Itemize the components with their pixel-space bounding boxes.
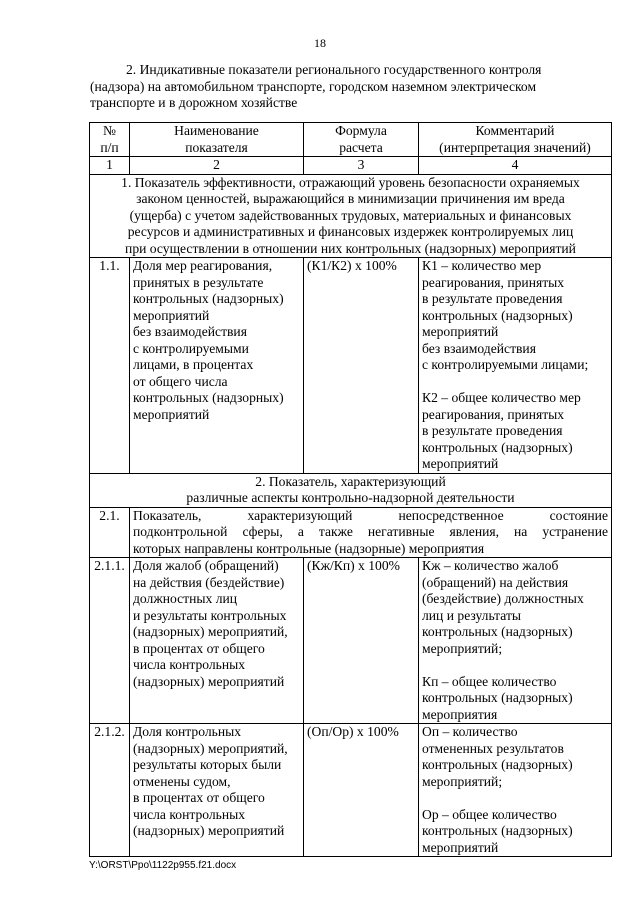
comment: [419, 558, 612, 724]
row-number: 2.1.1.: [90, 558, 130, 724]
comment-line: с контролируемыми лицами;: [422, 357, 589, 372]
name-line: должностных лиц: [133, 591, 238, 606]
comment-line: контрольных (надзорных): [422, 690, 573, 705]
name-line: с контролируемыми: [133, 340, 249, 356]
name-line: числа контрольных: [133, 806, 246, 822]
section-2-title: [90, 473, 612, 507]
row-2-1-1: [90, 558, 612, 724]
col-number: 4: [419, 157, 612, 175]
col-number: 1: [90, 157, 130, 175]
name-line: отменены судом,: [133, 773, 231, 789]
comment-line: Оп – количество: [422, 724, 518, 739]
heading-line-3: транспорте и в дорожном хозяйстве: [90, 95, 298, 110]
header-name-line: показателя: [185, 139, 248, 155]
comment-line: в результате проведения: [422, 423, 563, 438]
section-2-row: [90, 473, 612, 507]
header-comment: [419, 123, 612, 157]
col-number: 2: [130, 157, 304, 175]
section-1-line: законом ценностей, выражающийся в минимизации причинения им вреда: [136, 191, 565, 206]
header-no-line: п/п: [100, 139, 119, 155]
description-line: Показатель, характеризующий непосредственное состояние: [133, 507, 608, 523]
comment-line: реагирования, принятых: [422, 406, 565, 422]
section-1-title: [90, 174, 612, 258]
indicator-name: [130, 558, 304, 724]
indicators-table: [89, 122, 612, 857]
comment-line: мероприятий;: [422, 640, 503, 656]
comment-line: реагирования, принятых: [422, 274, 565, 290]
comment-line: контрольных (надзорных): [422, 439, 573, 455]
comment-line: мероприятий: [422, 456, 499, 471]
comment-line: Кж – количество жалоб: [422, 558, 559, 573]
name-line: на действия (бездействие): [133, 574, 285, 590]
heading-line-2: (надзора) на автомобильном транспорте, городском наземном электрическом: [90, 78, 537, 94]
comment-line: мероприятий: [422, 839, 499, 855]
header-formula: [304, 123, 419, 157]
comment-line: мероприятий;: [422, 773, 503, 789]
section-1-line: 1. Показатель эффективности, отражающий уровень безопасности охраняемых: [121, 174, 580, 190]
header-name: [130, 123, 304, 157]
name-line: числа контрольных: [133, 657, 246, 672]
row-1-1: [90, 258, 612, 474]
comment-line: отмененных результатов: [422, 740, 564, 756]
comment: [419, 724, 612, 857]
name-line: в процентах от общего: [133, 640, 265, 656]
section-2-line: различные аспекты контрольно-надзорной деятельности: [186, 490, 515, 505]
comment-line: контрольных (надзорных): [422, 757, 573, 772]
section-2-line: 2. Показатель, характеризующий: [255, 473, 446, 489]
section-1-line: при осуществлении в отношении них контрольных (надзорных) мероприятий: [125, 240, 576, 256]
name-line: Доля мер реагирования,: [133, 258, 273, 273]
row-number: 2.1.: [90, 507, 130, 558]
comment-line: мероприятия: [422, 706, 498, 722]
description-line: подконтрольной сферы, а также негативные явления, на устранение: [133, 524, 608, 539]
header-row: [90, 123, 612, 157]
comment-line: лиц и результаты: [422, 607, 522, 623]
formula: (Оп/Ор) х 100%: [304, 724, 419, 857]
row-number: 2.1.2.: [90, 724, 130, 857]
name-line: контрольных (надзорных): [133, 390, 284, 405]
name-line: лицами, в процентах: [133, 357, 254, 372]
header-comment-line: Комментарий: [475, 123, 555, 138]
formula: (К1/К2) х 100%: [304, 258, 419, 474]
section-1-row: [90, 174, 612, 258]
comment-line: К1 – количество мер: [422, 258, 542, 273]
name-line: Доля жалоб (обращений): [133, 558, 279, 573]
comment-line: без взаимодействия: [422, 340, 536, 356]
name-line: (надзорных) мероприятий,: [133, 740, 288, 756]
comment-line: К2 – общее количество мер: [422, 390, 581, 405]
name-line: результаты которых были: [133, 757, 282, 772]
file-path-footer: Y:\ORST\Ppo\1122p955.f21.docx: [89, 860, 237, 871]
name-line: (надзорных) мероприятий: [133, 823, 285, 838]
name-line: мероприятий: [133, 307, 210, 323]
name-line: в процентах от общего: [133, 790, 265, 805]
header-no-line: №: [103, 123, 116, 138]
comment-line: в результате проведения: [422, 291, 563, 306]
header-no: [90, 123, 130, 157]
comment-line: Ор – общее количество: [422, 806, 557, 822]
header-formula-line: расчета: [339, 139, 383, 155]
heading-line-1: 2. Индикативные показатели регионального государственного контроля: [126, 62, 542, 77]
indicator-name: [130, 258, 304, 474]
comment-line: (обращений) на действия: [422, 574, 569, 590]
name-line: Доля контрольных: [133, 724, 242, 739]
page-number: 18: [314, 36, 326, 50]
comment-line: мероприятий: [422, 324, 499, 339]
column-number-row: [90, 157, 612, 175]
header-formula-line: Формула: [335, 123, 387, 138]
name-line: от общего числа: [133, 373, 228, 389]
comment-line: (бездействие) должностных: [422, 591, 584, 606]
header-comment-line: (интерпретация значений): [439, 139, 591, 155]
name-line: и результаты контрольных: [133, 607, 287, 623]
comment-line: Кп – общее количество: [422, 673, 557, 689]
name-line: мероприятий: [133, 406, 210, 422]
comment-line: контрольных (надзорных): [422, 307, 573, 323]
indicator-name: [130, 724, 304, 857]
row-2-1: [90, 507, 612, 558]
description-line: которых направлены контрольные (надзорные) мероприятия: [133, 540, 485, 556]
comment-line: контрольных (надзорных): [422, 823, 573, 838]
row-number: 1.1.: [90, 258, 130, 474]
name-line: принятых в результате: [133, 274, 264, 290]
section-1-line: (ущерба) с учетом задействованных трудовых, материальных и финансовых: [129, 207, 572, 223]
row-2-1-2: [90, 724, 612, 857]
section-heading: [90, 62, 610, 112]
comment: [419, 258, 612, 474]
col-number: 3: [304, 157, 419, 175]
indicator-description: [130, 507, 612, 558]
name-line: без взаимодействия: [133, 324, 247, 339]
formula: (Кж/Кп) х 100%: [304, 558, 419, 724]
name-line: контрольных (надзорных): [133, 291, 284, 306]
name-line: (надзорных) мероприятий: [133, 673, 285, 689]
name-line: (надзорных) мероприятий,: [133, 624, 288, 639]
section-1-line: ресурсов и административных и финансовых издержек контролируемых лиц: [127, 224, 574, 239]
header-name-line: Наименование: [174, 123, 259, 138]
comment-line: контрольных (надзорных): [422, 624, 573, 639]
